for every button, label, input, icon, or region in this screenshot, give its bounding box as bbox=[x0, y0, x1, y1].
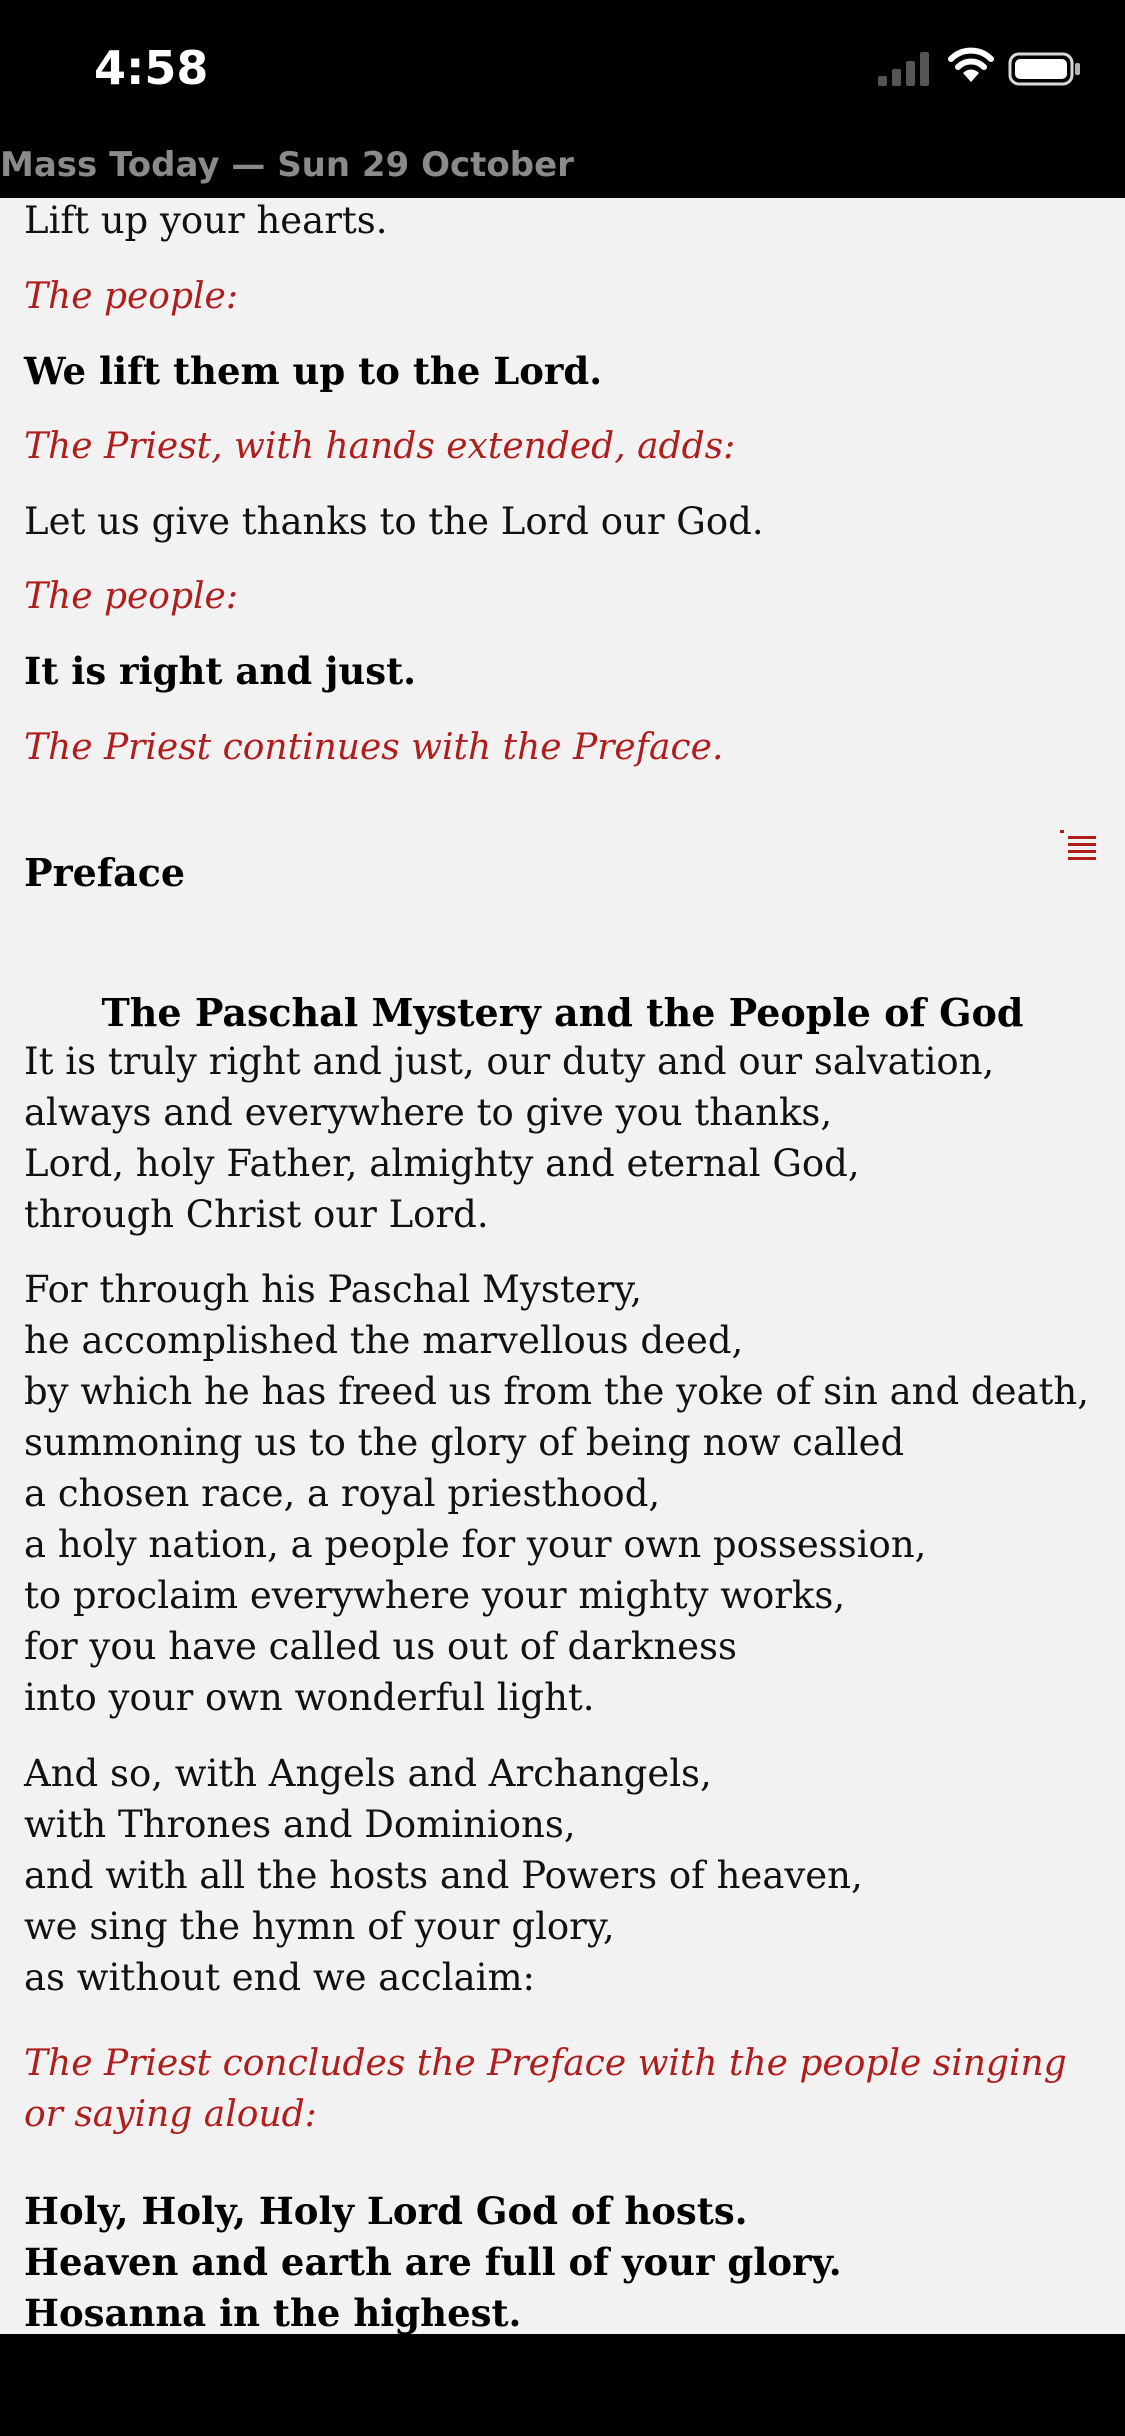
rubric: The people: bbox=[24, 576, 238, 617]
bottom-bar bbox=[0, 2334, 1125, 2436]
preface-stanza-2 bbox=[24, 1264, 1104, 1723]
rubric: The people: bbox=[24, 276, 238, 317]
people-response: We lift them up to the Lord. bbox=[24, 349, 603, 393]
verse-line: summoning us to the glory of being now called bbox=[24, 1421, 905, 1464]
dialogue-line: Lift up your hearts. bbox=[24, 199, 388, 242]
cellular-signal-icon bbox=[878, 50, 934, 86]
verse-line: with Thrones and Dominions, bbox=[24, 1803, 576, 1846]
verse-line: a holy nation, a people for your own possession, bbox=[24, 1523, 927, 1566]
verse-line: we sing the hymn of your glory, bbox=[24, 1905, 615, 1948]
battery-icon bbox=[1008, 52, 1082, 86]
preface-stanza-1 bbox=[24, 1036, 1104, 1240]
section-subtitle: The Paschal Mystery and the People of God bbox=[101, 990, 1024, 1035]
verse-line: through Christ our Lord. bbox=[24, 1193, 489, 1236]
sanctus-line: Heaven and earth are full of your glory. bbox=[24, 2240, 842, 2284]
sanctus bbox=[24, 2186, 1104, 2334]
status-time: 4:58 bbox=[94, 41, 209, 95]
preface-stanza-3 bbox=[24, 1748, 1104, 2003]
dialogue-line: Let us give thanks to the Lord our God. bbox=[24, 500, 764, 543]
verse-line: he accomplished the marvellous deed, bbox=[24, 1319, 744, 1362]
rubric: The Priest continues with the Preface. bbox=[24, 727, 724, 768]
rubric: The Priest, with hands extended, adds: bbox=[24, 426, 736, 467]
verse-line: as without end we acclaim: bbox=[24, 1956, 536, 1999]
people-response: It is right and just. bbox=[24, 649, 417, 693]
verse-line: to proclaim everywhere your mighty works, bbox=[24, 1574, 846, 1617]
verse-line: into your own wonderful light. bbox=[24, 1676, 595, 1719]
page-title: Mass Today — Sun 29 October bbox=[0, 145, 574, 185]
section-heading: Preface bbox=[24, 850, 186, 895]
wifi-icon bbox=[948, 46, 994, 84]
verse-line: always and everywhere to give you thanks, bbox=[24, 1091, 833, 1134]
verse-line: For through his Paschal Mystery, bbox=[24, 1268, 643, 1311]
mass-text-scroll[interactable] bbox=[0, 198, 1125, 2334]
verse-line: for you have called us out of darkness bbox=[24, 1625, 738, 1668]
verse-line: by which he has freed us from the yoke of sin and death, bbox=[24, 1370, 1090, 1413]
verse-line: It is truly right and just, our duty and our salvation, bbox=[24, 1040, 995, 1083]
verse-line: Lord, holy Father, almighty and eternal God, bbox=[24, 1142, 860, 1185]
verse-line: a chosen race, a royal priesthood, bbox=[24, 1472, 661, 1515]
sanctus-line: Hosanna in the highest. bbox=[24, 2291, 522, 2334]
status-bar bbox=[0, 0, 1125, 140]
verse-line: And so, with Angels and Archangels, bbox=[24, 1752, 712, 1795]
sanctus-line: Holy, Holy, Holy Lord God of hosts. bbox=[24, 2189, 748, 2233]
verse-line: and with all the hosts and Powers of heaven, bbox=[24, 1854, 863, 1897]
rubric: The Priest concludes the Preface with the people singing or saying aloud: bbox=[24, 2043, 1067, 2135]
